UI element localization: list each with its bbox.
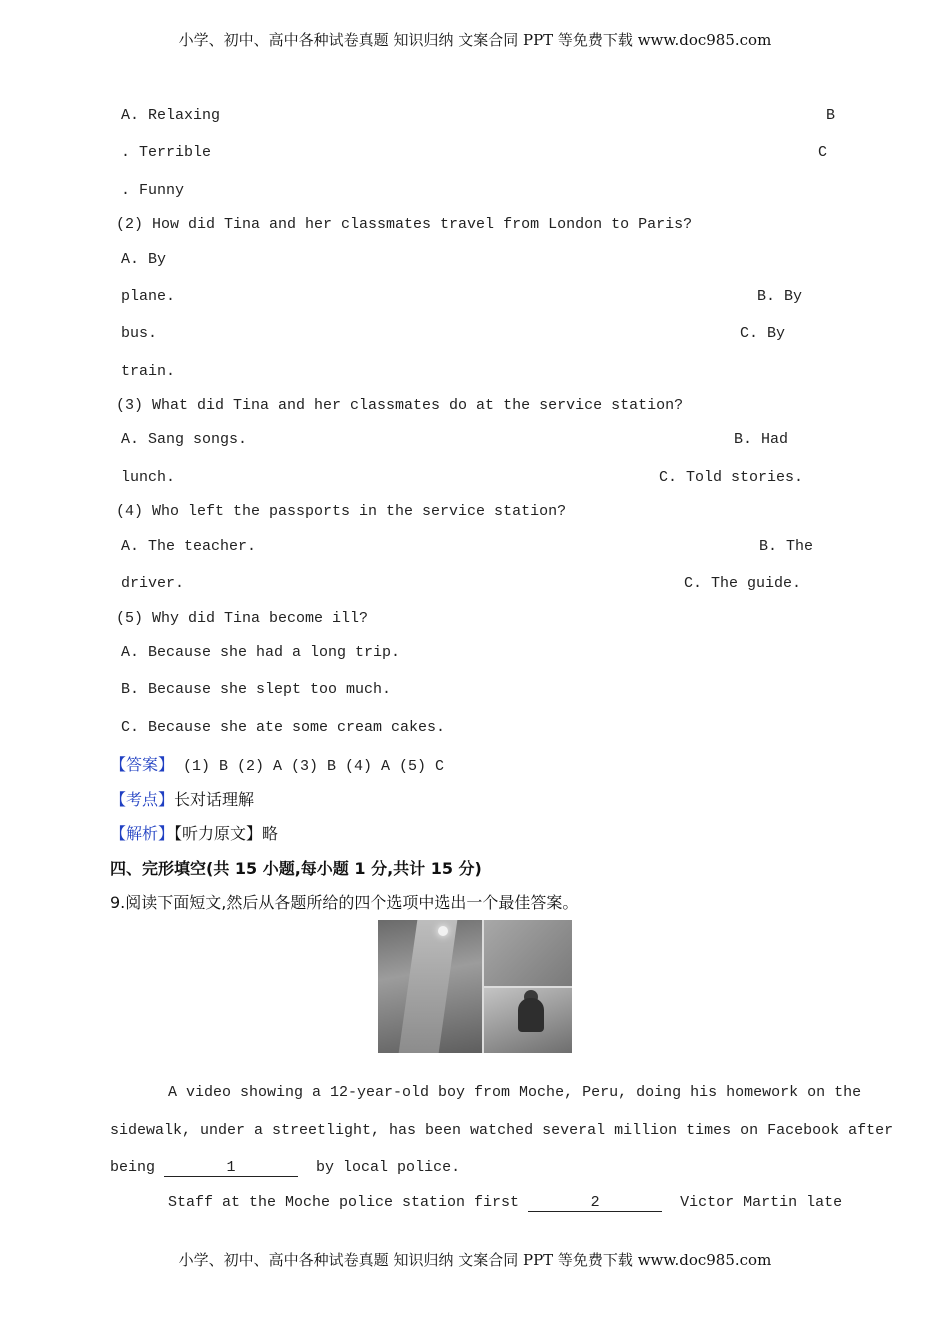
q4-option-a: A. The teacher. (121, 538, 257, 555)
q1-option-b: . Terrible (121, 144, 212, 161)
photo-boy (518, 998, 544, 1032)
q5-option-b: B. Because she slept too much. (121, 681, 392, 698)
kaodian-text: 长对话理解 (174, 790, 255, 809)
page-footer: 小学、初中、高中各种试卷真题 知识归纳 文案合同 PPT 等免费下载 www.doc985.com (178, 1251, 772, 1269)
q3-option-a: A. Sang songs. (121, 431, 248, 448)
q1-option-b-marker: B (826, 107, 836, 124)
q1-option-a: A. Relaxing (121, 107, 221, 124)
passage-photo (378, 920, 572, 1053)
kaodian-line (110, 787, 254, 810)
passage-line-4 (168, 1194, 842, 1212)
q3-option-b-cont: lunch. (121, 469, 176, 486)
photo-top-right-panel (484, 920, 572, 986)
answer-line (110, 752, 444, 775)
q4-option-b-cont: driver. (121, 575, 185, 592)
q5-option-a: A. Because she had a long trip. (121, 644, 401, 661)
kaodian-label: 【考点】 (110, 790, 175, 809)
q4-question: (4) Who left the passports in the service station? (116, 503, 567, 520)
q5-option-c: C. Because she ate some cream cakes. (121, 719, 446, 736)
q9-instruction: 9.阅读下面短文,然后从各题所给的四个选项中选出一个最佳答案。 (110, 893, 579, 912)
q2-option-a-cont: plane. (121, 288, 176, 305)
q4-option-c: C. The guide. (684, 575, 802, 592)
blank-2: 2 (528, 1195, 662, 1212)
q4-option-b: B. The (759, 538, 814, 555)
q3-option-b: B. Had (734, 431, 789, 448)
answer-text: (1) B (2) A (3) B (4) A (5) C (174, 758, 445, 775)
passage-line-4-pre: Staff at the Moche police station first (168, 1194, 520, 1211)
page-header: 小学、初中、高中各种试卷真题 知识归纳 文案合同 PPT 等免费下载 www.doc985.com (178, 31, 772, 49)
blank-1: 1 (164, 1160, 298, 1177)
jiexi-line (110, 821, 278, 844)
photo-streetlight (438, 926, 448, 936)
passage-line-3-pre: being (110, 1159, 156, 1176)
q2-option-c: C. By (740, 325, 786, 342)
q1-option-c-marker: C (818, 144, 828, 161)
jiexi-text: 【听力原文】略 (174, 824, 279, 843)
q2-option-c-cont: train. (121, 363, 176, 380)
passage-line-1: A video showing a 12-year-old boy from Moche, Peru, doing his homework on the (168, 1084, 862, 1101)
passage-line-2: sidewalk, under a streetlight, has been watched several million times on Facebook after (110, 1122, 894, 1139)
q1-option-c: . Funny (121, 182, 185, 199)
section-title: 四、完形填空(共 15 小题,每小题 1 分,共计 15 分) (110, 859, 482, 878)
q3-question: (3) What did Tina and her classmates do at the service station? (116, 397, 684, 414)
q2-option-b-cont: bus. (121, 325, 158, 342)
q2-option-b: B. By (757, 288, 803, 305)
passage-line-3 (110, 1159, 460, 1177)
q5-question: (5) Why did Tina become ill? (116, 610, 369, 627)
passage-line-3-post: by local police. (316, 1159, 461, 1176)
q2-option-a: A. By (121, 251, 167, 268)
answer-label: 【答案】 (110, 755, 175, 774)
q3-option-c: C. Told stories. (659, 469, 804, 486)
jiexi-label: 【解析】 (110, 824, 175, 843)
q2-question: (2) How did Tina and her classmates travel from London to Paris? (116, 216, 693, 233)
passage-line-4-post: Victor Martin late (680, 1194, 843, 1211)
